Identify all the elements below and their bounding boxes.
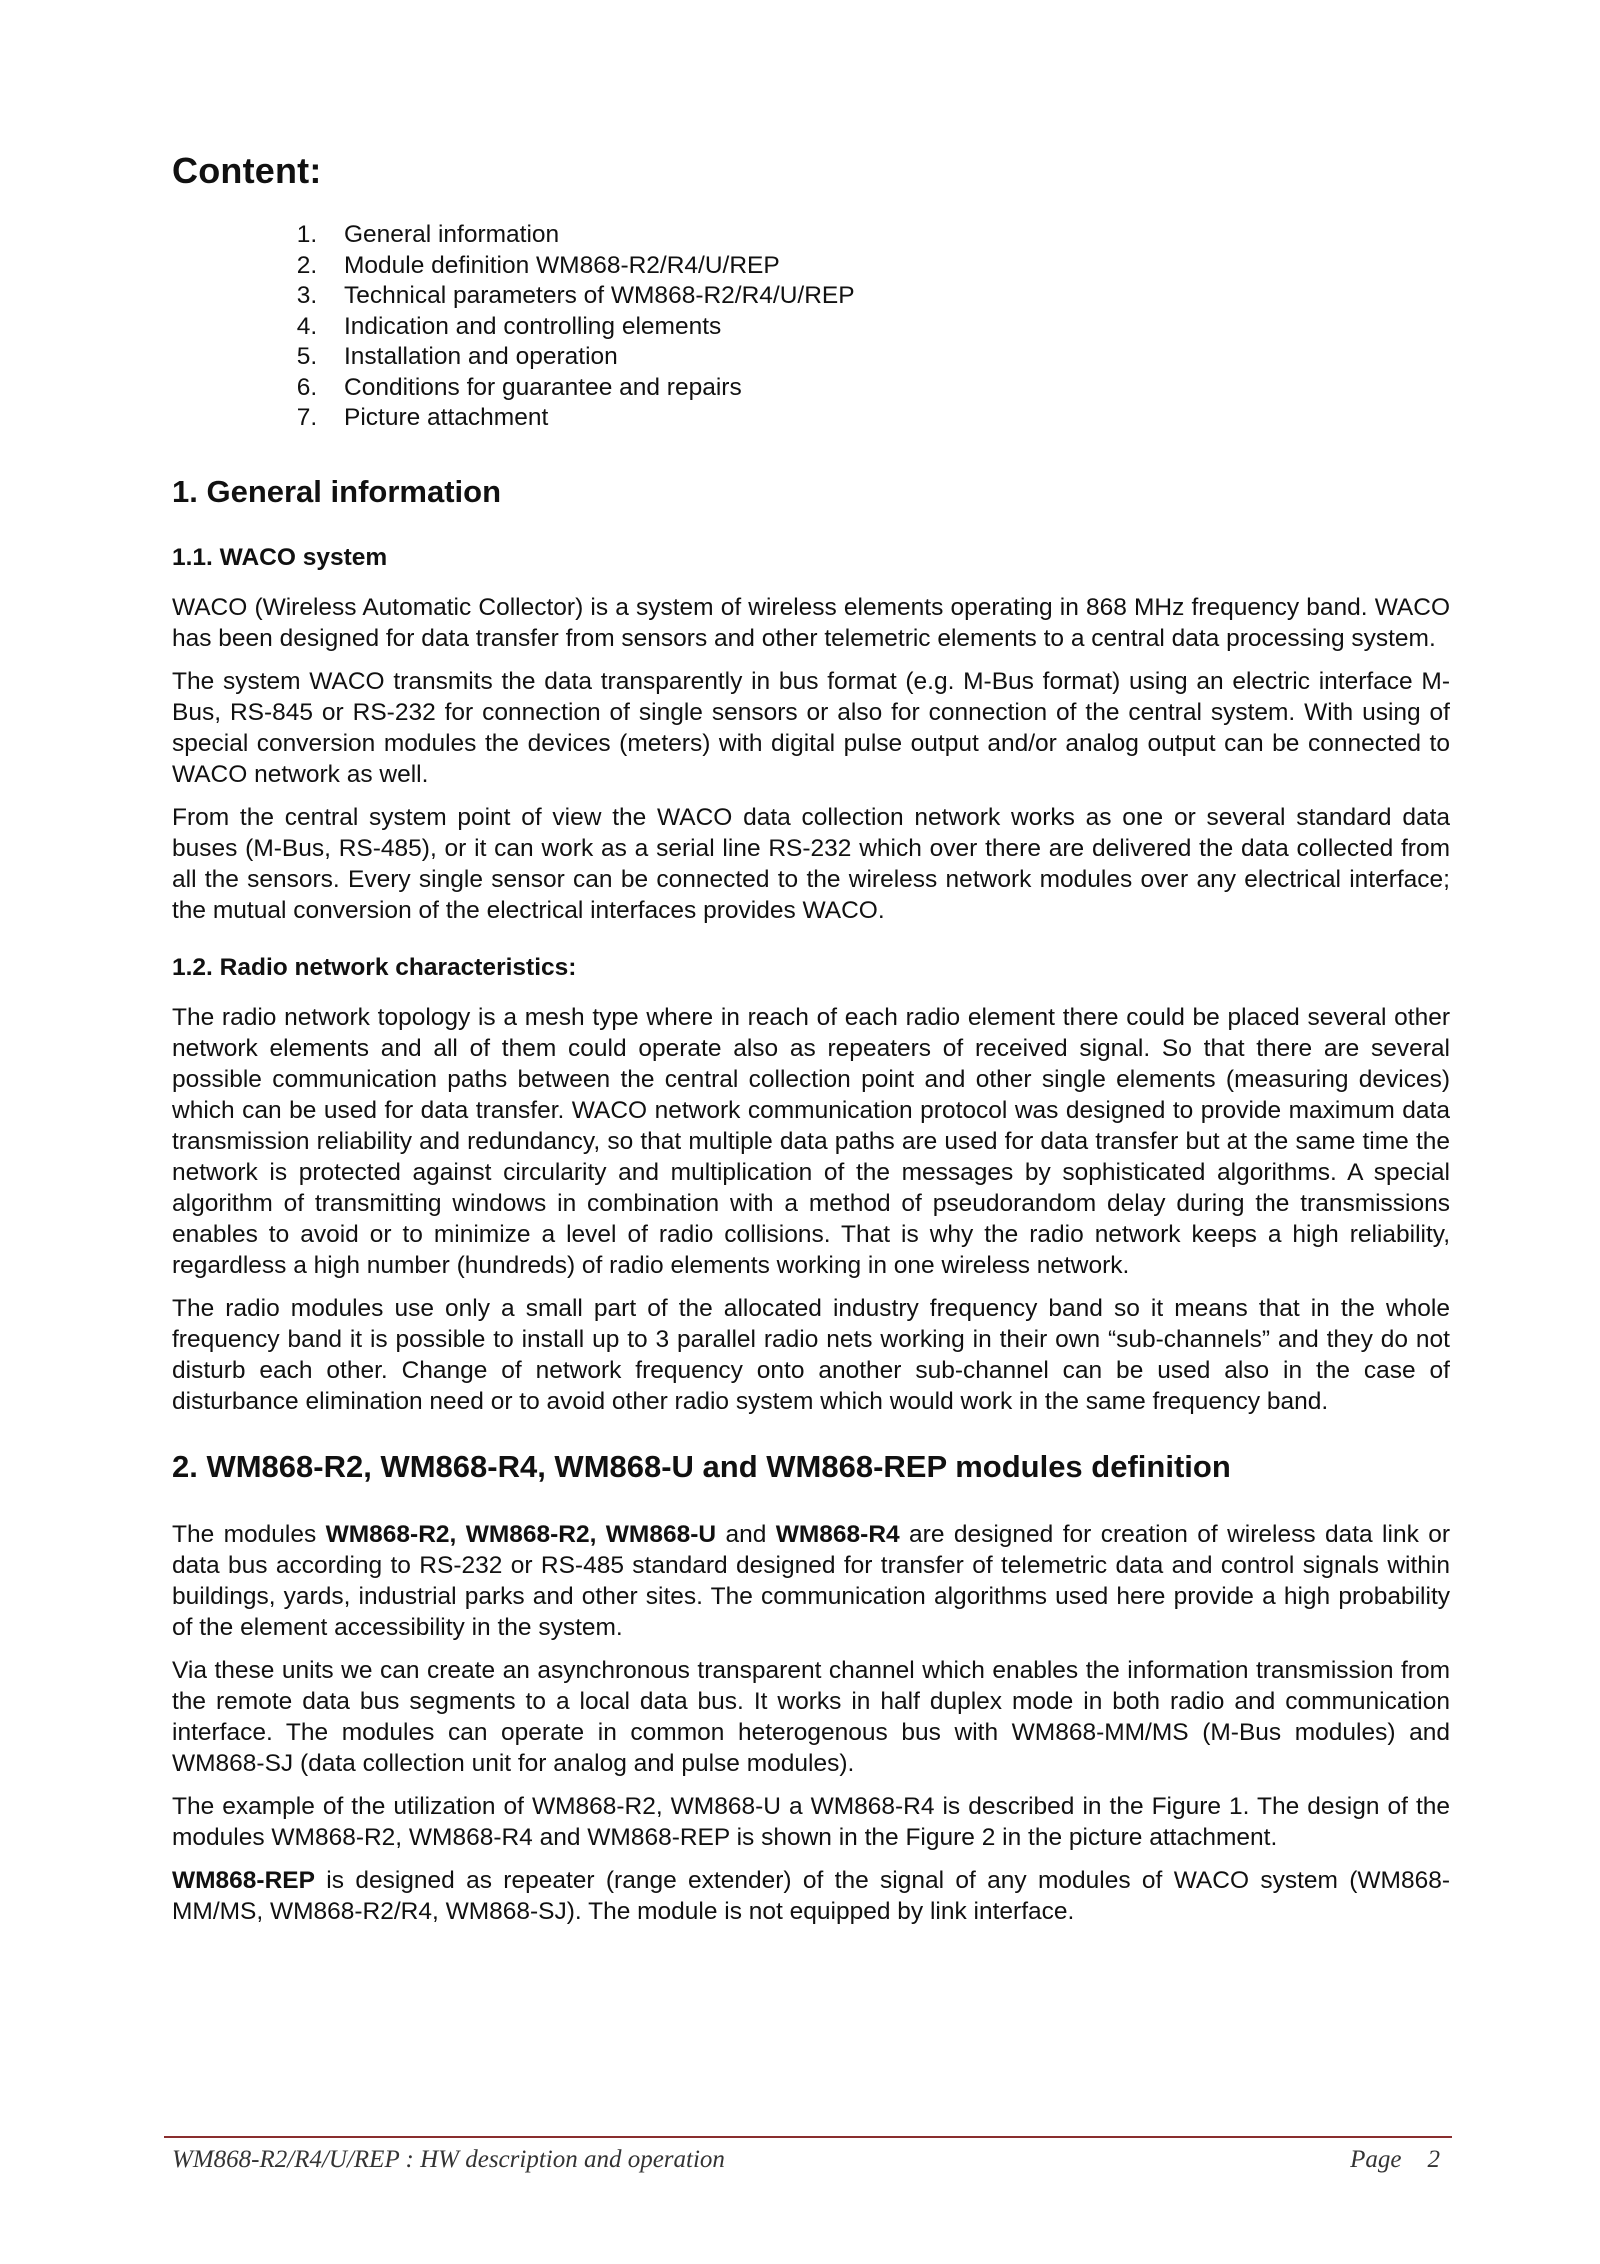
paragraph: Via these units we can create an asynchronous transparent channel which enables the information transmission from the remote data bus segments to a local data bus. It works in half duplex mode in both radio and communication interface. The modules can operate in common heterogenous bus with WM868-MM/MS (M-Bus modules) and WM868-SJ (data collection unit for analog and pulse modules). — [172, 1656, 1450, 1777]
section-1-heading: 1. General information — [172, 473, 502, 509]
text-run: The modules — [172, 1520, 326, 1548]
module-name: WM868-REP — [172, 1866, 315, 1894]
paragraph: The system WACO transmits the data transparently in bus format (e.g. M-Bus format) using an electric interface M-Bus, RS-845 or RS-232 for connection of single sensors or also for connection of the central system. With using of special conversion modules the devices (meters) with digital pulse output and/or analog output can be connected to WACO network as well. — [172, 667, 1450, 788]
toc-item: 1. General information — [324, 220, 1450, 251]
paragraph: The radio modules use only a small part of the allocated industry frequency band so it means that in the whole frequency band it is possible to install up to 3 parallel radio nets working in their own “sub-channels” and they do not disturb each other. Change of network frequency onto another sub-channel can be used also in the case of disturbance elimination need or to avoid other radio system which would work in the same frequency band. — [172, 1294, 1450, 1415]
page-label: Page — [1350, 2146, 1402, 2173]
toc-item: 3. Technical parameters of WM868-R2/R4/U/REP — [324, 281, 1450, 312]
content-heading: Content: — [172, 150, 322, 191]
toc-item: 2. Module definition WM868-R2/R4/U/REP — [324, 251, 1450, 282]
paragraph — [172, 1865, 1450, 1927]
footer-title: WM868-R2/R4/U/REP : HW description and operation — [172, 2146, 725, 2173]
paragraph — [172, 1519, 1450, 1643]
text-run: and — [716, 1520, 776, 1548]
subsection-1-1-heading: 1.1. WACO system — [172, 543, 388, 571]
paragraph: The radio network topology is a mesh type where in reach of each radio element there could be placed several other network elements and all of them could operate also as repeaters of received signal. So that there are several possible communication paths between the central collection point and other single elements (measuring devices) which can be used for data transfer. WACO network communication protocol was designed to provide maximum data transmission reliability and redundancy, so that multiple data paths are used for data transfer but at the same time the network is protected against circularity and multiplication of the messages by sophisticated algorithms. A special algorithm of transmitting windows in combination with a method of pseudorandom delay during the transmissions enables to avoid or to minimize a level of radio collisions. That is why the radio network keeps a high reliability, regardless a high number (hundreds) of radio elements working in one wireless network. — [172, 1003, 1450, 1279]
footer-divider — [164, 2136, 1452, 2138]
page-number-block — [1350, 2146, 1440, 2174]
module-names: WM868-R2, WM868-R2, WM868-U — [325, 1520, 717, 1548]
module-name: WM868-R4 — [775, 1520, 900, 1548]
subsection-1-2-heading: 1.2. Radio network characteristics: — [172, 953, 577, 981]
page-number: 2 — [1427, 2146, 1440, 2173]
toc-item: 6. Conditions for guarantee and repairs — [324, 373, 1450, 404]
spacer — [172, 938, 1450, 954]
table-of-contents — [172, 220, 1450, 434]
toc-item: 7. Picture attachment — [324, 403, 1450, 434]
paragraph: WACO (Wireless Automatic Collector) is a system of wireless elements operating in 868 MHz frequency band. WACO has been designed for data transfer from sensors and other telemetric elements to a central data processing system. — [172, 593, 1450, 652]
paragraph: From the central system point of view the WACO data collection network works as one or several standard data buses (M-Bus, RS-485), or it can work as a serial line RS-232 which over there are delivered the data collected from all the sensors. Every single sensor can be connected to the wireless network modules over any electrical interface; the mutual conversion of the electrical interfaces provides WACO. — [172, 803, 1450, 924]
page-footer — [172, 2146, 1440, 2174]
toc-item: 4. Indication and controlling elements — [324, 312, 1450, 343]
text-run: are designed for creation of wireless data link or data bus according to RS-232 or RS-485 standard designed for transfer of telemetric data and control signals within buildings, yards, industrial parks and other sites. The communication algorithms used here provide a high probability of the element accessibility in the system. — [172, 1520, 1451, 1641]
toc-item: 5. Installation and operation — [324, 342, 1450, 373]
paragraph: The example of the utilization of WM868-R2, WM868-U a WM868-R4 is described in the Figure 1. The design of the modules WM868-R2, WM868-R4 and WM868-REP is shown in the Figure 2 in the picture attachment. — [172, 1792, 1450, 1851]
text-run: is designed as repeater (range extender) of the signal of any modules of WACO system (WM868-MM/MS, WM868-R2/R4, WM868-SJ). The module is not equipped by link interface. — [172, 1866, 1450, 1925]
spacer — [172, 1429, 1450, 1449]
section-2-heading: 2. WM868-R2, WM868-R4, WM868-U and WM868-REP modules definition — [172, 1448, 1231, 1484]
page-content — [172, 150, 1450, 1927]
